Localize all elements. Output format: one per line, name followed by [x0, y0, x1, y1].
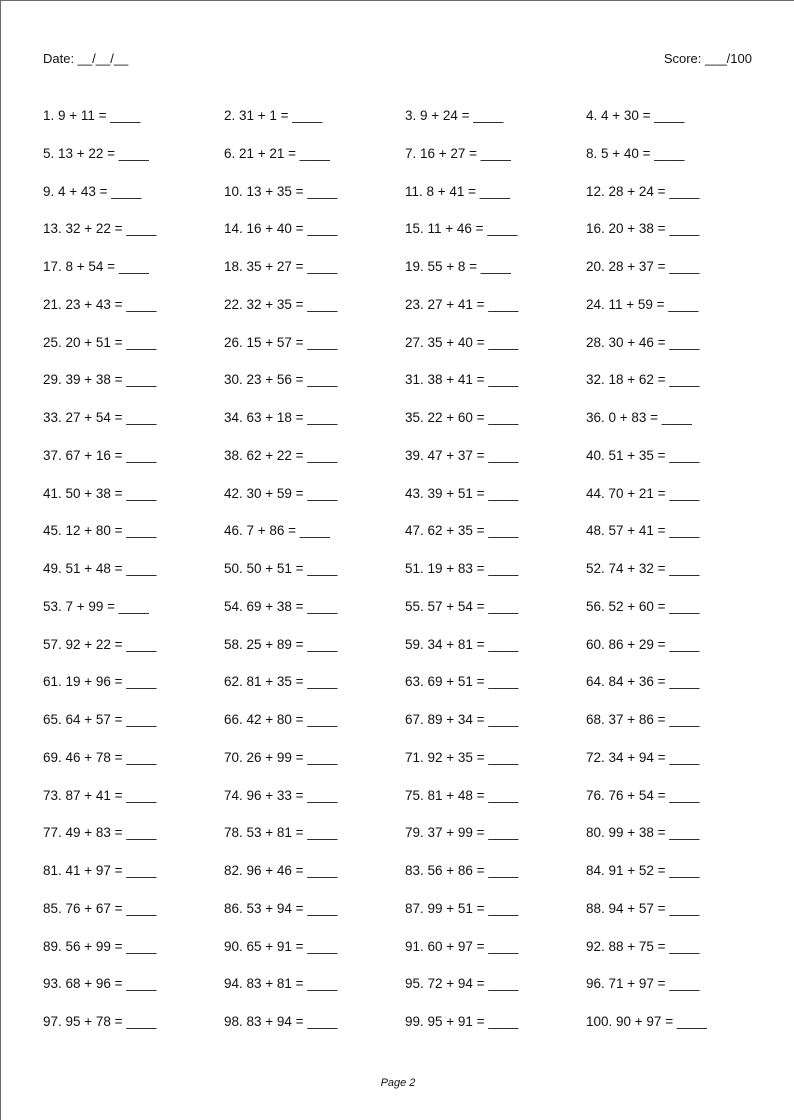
- problem-item: 27. 35 + 40 = ____: [405, 334, 519, 350]
- problem-item: 96. 71 + 97 = ____: [586, 976, 700, 992]
- problem-item: 97. 95 + 78 = ____: [43, 1014, 157, 1029]
- problem-item: 39. 47 + 37 = ____: [405, 447, 519, 463]
- problem-item: 54. 69 + 38 = ____: [224, 598, 338, 614]
- problem-item: 18. 35 + 27 = ____: [224, 259, 338, 274]
- problem-item: 34. 63 + 18 = ____: [224, 410, 338, 425]
- problem-item: 5. 13 + 22 = ____: [43, 145, 149, 161]
- problem-item: 47. 62 + 35 = ____: [405, 523, 519, 539]
- problem-item: 93. 68 + 96 = ____: [43, 976, 157, 992]
- problem-item: 81. 41 + 97 = ____: [43, 863, 157, 878]
- problem-item: 56. 52 + 60 = ____: [586, 598, 700, 614]
- problem-item: 3. 9 + 24 = ____: [405, 108, 504, 123]
- problem-item: 49. 51 + 48 = ____: [43, 561, 157, 576]
- problem-item: 40. 51 + 35 = ____: [586, 447, 700, 463]
- problem-item: 8. 5 + 40 = ____: [586, 145, 685, 161]
- problem-item: 2. 31 + 1 = ____: [224, 108, 323, 123]
- problem-item: 15. 11 + 46 = ____: [405, 221, 518, 237]
- problem-item: 29. 39 + 38 = ____: [43, 372, 157, 388]
- problem-item: 43. 39 + 51 = ____: [405, 485, 519, 501]
- problem-item: 87. 99 + 51 = ____: [405, 900, 519, 916]
- problem-item: 94. 83 + 81 = ____: [224, 976, 338, 992]
- problem-item: 53. 7 + 99 = ____: [43, 598, 149, 614]
- problem-item: 46. 7 + 86 = ____: [224, 523, 330, 539]
- problem-item: 36. 0 + 83 = ____: [586, 410, 692, 425]
- problem-item: 59. 34 + 81 = ____: [405, 636, 519, 652]
- problem-item: 23. 27 + 41 = ____: [405, 296, 519, 312]
- problem-item: 85. 76 + 67 = ____: [43, 900, 157, 916]
- problem-item: 99. 95 + 91 = ____: [405, 1014, 519, 1029]
- problem-item: 86. 53 + 94 = ____: [224, 900, 338, 916]
- problem-item: 69. 46 + 78 = ____: [43, 749, 157, 765]
- problem-item: 84. 91 + 52 = ____: [586, 863, 700, 878]
- problem-item: 26. 15 + 57 = ____: [224, 334, 338, 350]
- problem-item: 79. 37 + 99 = ____: [405, 825, 519, 841]
- date-field-label: Date: __/__/__: [43, 51, 129, 66]
- problem-item: 64. 84 + 36 = ____: [586, 674, 700, 690]
- problem-item: 32. 18 + 62 = ____: [586, 372, 700, 388]
- problem-item: 13. 32 + 22 = ____: [43, 221, 157, 237]
- problem-item: 68. 37 + 86 = ____: [586, 712, 700, 727]
- problem-item: 58. 25 + 89 = ____: [224, 636, 338, 652]
- problem-item: 25. 20 + 51 = ____: [43, 334, 157, 350]
- problem-item: 73. 87 + 41 = ____: [43, 787, 157, 803]
- problem-item: 22. 32 + 35 = ____: [224, 296, 338, 312]
- problem-item: 12. 28 + 24 = ____: [586, 183, 700, 199]
- problem-item: 28. 30 + 46 = ____: [586, 334, 700, 350]
- problem-item: 82. 96 + 46 = ____: [224, 863, 338, 878]
- problem-item: 24. 11 + 59 = ____: [586, 296, 699, 312]
- problem-item: 63. 69 + 51 = ____: [405, 674, 519, 690]
- problem-item: 74. 96 + 33 = ____: [224, 787, 338, 803]
- problem-item: 70. 26 + 99 = ____: [224, 749, 338, 765]
- score-field-label: Score: ___/100: [663, 51, 752, 66]
- problem-item: 77. 49 + 83 = ____: [43, 825, 157, 841]
- problem-item: 67. 89 + 34 = ____: [405, 712, 519, 727]
- problem-item: 51. 19 + 83 = ____: [405, 561, 519, 576]
- problem-item: 80. 99 + 38 = ____: [586, 825, 700, 841]
- problem-item: 38. 62 + 22 = ____: [224, 447, 338, 463]
- problem-item: 62. 81 + 35 = ____: [224, 674, 338, 690]
- problem-item: 92. 88 + 75 = ____: [586, 938, 700, 954]
- problem-item: 61. 19 + 96 = ____: [43, 674, 157, 690]
- problem-item: 66. 42 + 80 = ____: [224, 712, 338, 727]
- problem-grid: [43, 107, 767, 1051]
- problem-item: 14. 16 + 40 = ____: [224, 221, 338, 237]
- problem-item: 83. 56 + 86 = ____: [405, 863, 519, 878]
- problem-item: 78. 53 + 81 = ____: [224, 825, 338, 841]
- problem-item: 88. 94 + 57 = ____: [586, 900, 700, 916]
- problem-item: 50. 50 + 51 = ____: [224, 561, 338, 576]
- problem-item: 41. 50 + 38 = ____: [43, 485, 157, 501]
- problem-item: 6. 21 + 21 = ____: [224, 145, 330, 161]
- problem-item: 20. 28 + 37 = ____: [586, 259, 700, 274]
- problem-item: 17. 8 + 54 = ____: [43, 259, 149, 274]
- problem-item: 91. 60 + 97 = ____: [405, 938, 519, 954]
- problem-item: 10. 13 + 35 = ____: [224, 183, 338, 199]
- problem-item: 100. 90 + 97 = ____: [586, 1014, 707, 1029]
- problem-item: 71. 92 + 35 = ____: [405, 749, 519, 765]
- problem-item: 7. 16 + 27 = ____: [405, 145, 511, 161]
- problem-item: 72. 34 + 94 = ____: [586, 749, 700, 765]
- problem-item: 75. 81 + 48 = ____: [405, 787, 519, 803]
- problem-item: 60. 86 + 29 = ____: [586, 636, 700, 652]
- problem-item: 30. 23 + 56 = ____: [224, 372, 338, 388]
- problem-item: 98. 83 + 94 = ____: [224, 1014, 338, 1029]
- problem-item: 52. 74 + 32 = ____: [586, 561, 700, 576]
- problem-item: 76. 76 + 54 = ____: [586, 787, 700, 803]
- problem-item: 89. 56 + 99 = ____: [43, 938, 157, 954]
- problem-item: 65. 64 + 57 = ____: [43, 712, 157, 727]
- problem-item: 9. 4 + 43 = ____: [43, 183, 142, 199]
- problem-item: 48. 57 + 41 = ____: [586, 523, 700, 539]
- problem-item: 42. 30 + 59 = ____: [224, 485, 338, 501]
- problem-item: 19. 55 + 8 = ____: [405, 259, 511, 274]
- problem-item: 33. 27 + 54 = ____: [43, 410, 157, 425]
- problem-item: 21. 23 + 43 = ____: [43, 296, 157, 312]
- problem-item: 4. 4 + 30 = ____: [586, 108, 685, 123]
- problem-item: 35. 22 + 60 = ____: [405, 410, 519, 425]
- problem-item: 45. 12 + 80 = ____: [43, 523, 157, 539]
- problem-item: 57. 92 + 22 = ____: [43, 636, 157, 652]
- problem-item: 95. 72 + 94 = ____: [405, 976, 519, 992]
- problem-item: 37. 67 + 16 = ____: [43, 447, 157, 463]
- problem-item: 31. 38 + 41 = ____: [405, 372, 519, 388]
- page-number: Page 2: [380, 1077, 416, 1089]
- problem-item: 1. 9 + 11 = ____: [43, 108, 141, 123]
- problem-item: 16. 20 + 38 = ____: [586, 221, 700, 237]
- problem-item: 11. 8 + 41 = ____: [405, 183, 510, 199]
- problem-item: 55. 57 + 54 = ____: [405, 598, 519, 614]
- problem-item: 90. 65 + 91 = ____: [224, 938, 338, 954]
- problem-item: 44. 70 + 21 = ____: [586, 485, 700, 501]
